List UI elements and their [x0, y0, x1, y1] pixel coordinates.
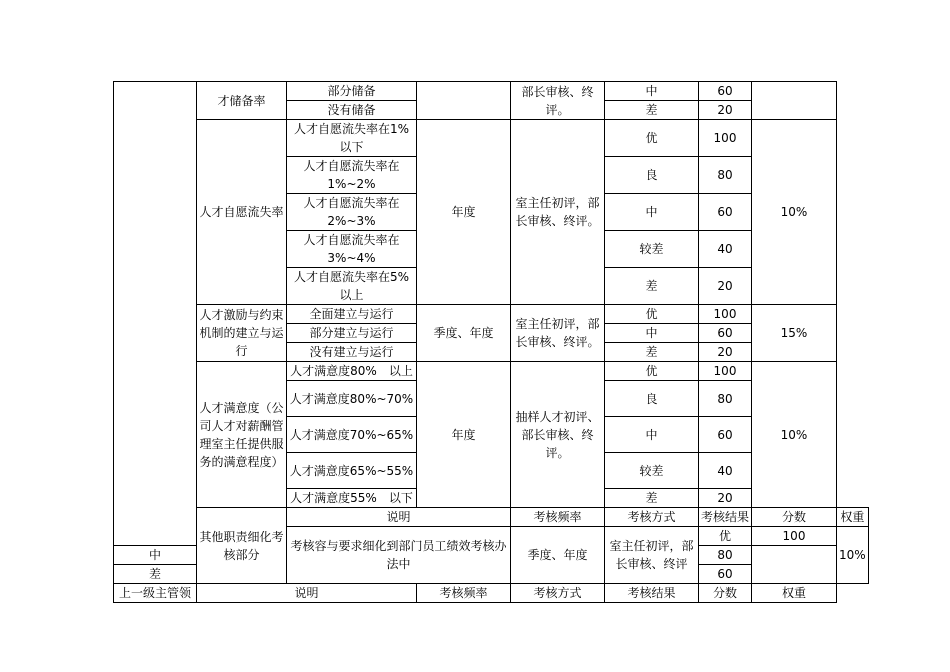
weight-cell: 15%: [752, 305, 837, 362]
grade-cell: 差: [605, 101, 699, 120]
table-row: [114, 120, 869, 157]
header-result: 考核结果: [699, 508, 752, 527]
header-desc: 说明: [287, 508, 511, 527]
header-method: 考核方式: [605, 508, 699, 527]
score-cell: 100: [752, 527, 837, 546]
score-cell: 100: [699, 362, 752, 381]
grade-cell: 良: [605, 157, 699, 194]
score-cell: 60: [699, 82, 752, 101]
criteria-cell: 人才自愿流失率在1%以下: [287, 120, 417, 157]
grade-cell: 优: [605, 305, 699, 324]
header-row: [114, 584, 869, 603]
grade-cell: 中: [605, 82, 699, 101]
criteria-cell: 人才自愿流失率在1%~2%: [287, 157, 417, 194]
score-cell: 80: [699, 546, 752, 565]
table-row: [114, 82, 869, 101]
score-cell: 40: [699, 453, 752, 489]
header-weight: 权重: [837, 508, 869, 527]
method-cell: 部长审核、终评。: [511, 82, 605, 120]
grade-cell: 良: [605, 381, 699, 417]
score-cell: 100: [699, 120, 752, 157]
frequency-cell: 季度、年度: [417, 305, 511, 362]
frequency-cell: [417, 82, 511, 120]
criteria-cell: 部分建立与运行: [287, 324, 417, 343]
header-frequency: 考核频率: [511, 508, 605, 527]
header-score: 分数: [699, 584, 752, 603]
grade-cell: 差: [605, 268, 699, 305]
criteria-cell: 没有储备: [287, 101, 417, 120]
weight-cell: 10%: [837, 527, 869, 584]
desc-cell: 考核容与要求细化到部门员工绩效考核办法中: [287, 527, 511, 584]
score-cell: 20: [699, 268, 752, 305]
grade-cell: 较差: [605, 231, 699, 268]
score-cell: 40: [699, 231, 752, 268]
grade-cell: 差: [114, 565, 197, 584]
table-row: [114, 362, 869, 381]
weight-cell: [752, 82, 837, 120]
header-frequency: 考核频率: [417, 584, 511, 603]
header-weight: 权重: [752, 584, 837, 603]
grade-cell: 较差: [605, 453, 699, 489]
grade-cell: 中: [605, 324, 699, 343]
grade-cell: 差: [605, 343, 699, 362]
item-cell: 人才激励与约束机制的建立与运行: [197, 305, 287, 362]
grade-cell: 优: [699, 527, 752, 546]
criteria-cell: 人才满意度55% 以下: [287, 489, 417, 508]
weight-cell: 10%: [752, 362, 837, 508]
frequency-cell: 季度、年度: [511, 527, 605, 584]
method-cell: 抽样人才初评、部长审核、终评。: [511, 362, 605, 508]
header-row: [114, 508, 869, 527]
assessment-table: [113, 81, 869, 603]
grade-cell: 中: [605, 194, 699, 231]
criteria-cell: 人才自愿流失率在2%~3%: [287, 194, 417, 231]
criteria-cell: 人才满意度80% 以上: [287, 362, 417, 381]
frequency-cell: 年度: [417, 120, 511, 305]
criteria-cell: 没有建立与运行: [287, 343, 417, 362]
method-cell: 室主任初评，部长审核、终评。: [511, 305, 605, 362]
header-score: 分数: [752, 508, 837, 527]
criteria-cell: 人才满意度80%~70%: [287, 381, 417, 417]
grade-cell: 中: [605, 417, 699, 453]
item-cell: 人才自愿流失率: [197, 120, 287, 305]
header-method: 考核方式: [511, 584, 605, 603]
criteria-cell: 全面建立与运行: [287, 305, 417, 324]
score-cell: 20: [699, 101, 752, 120]
section-cell: 其他职责细化考核部分: [197, 508, 287, 584]
header-result: 考核结果: [605, 584, 699, 603]
grade-cell: 差: [605, 489, 699, 508]
criteria-cell: 人才自愿流失率在5%以上: [287, 268, 417, 305]
header-desc: 说明: [197, 584, 417, 603]
score-cell: 60: [699, 417, 752, 453]
grade-cell: 中: [114, 546, 197, 565]
weight-cell: 10%: [752, 120, 837, 305]
section-cell-blank: [114, 82, 197, 546]
item-cell: 才储备率: [197, 82, 287, 120]
criteria-cell: 人才满意度70%~65%: [287, 417, 417, 453]
score-cell: 20: [699, 489, 752, 508]
score-cell: 20: [699, 343, 752, 362]
grade-cell: 优: [605, 362, 699, 381]
frequency-cell: 年度: [417, 362, 511, 508]
method-cell: 室主任初评，部长审核、终评。: [511, 120, 605, 305]
grade-cell: 优: [605, 120, 699, 157]
score-cell: 60: [699, 194, 752, 231]
criteria-cell: 部分储备: [287, 82, 417, 101]
criteria-cell: 人才满意度65%~55%: [287, 453, 417, 489]
score-cell: 100: [699, 305, 752, 324]
table-row: [114, 305, 869, 324]
score-cell: 60: [699, 324, 752, 343]
criteria-cell: 人才自愿流失率在3%~4%: [287, 231, 417, 268]
method-cell: 室主任初评，部长审核、终评: [605, 527, 699, 584]
item-cell: 人才满意度（公司人才对薪酬管理室主任提供服务的满意程度）: [197, 362, 287, 508]
score-cell: 80: [699, 157, 752, 194]
section-cell: 上一级主管领: [114, 584, 197, 603]
score-cell: 60: [699, 565, 752, 584]
score-cell: 80: [699, 381, 752, 417]
